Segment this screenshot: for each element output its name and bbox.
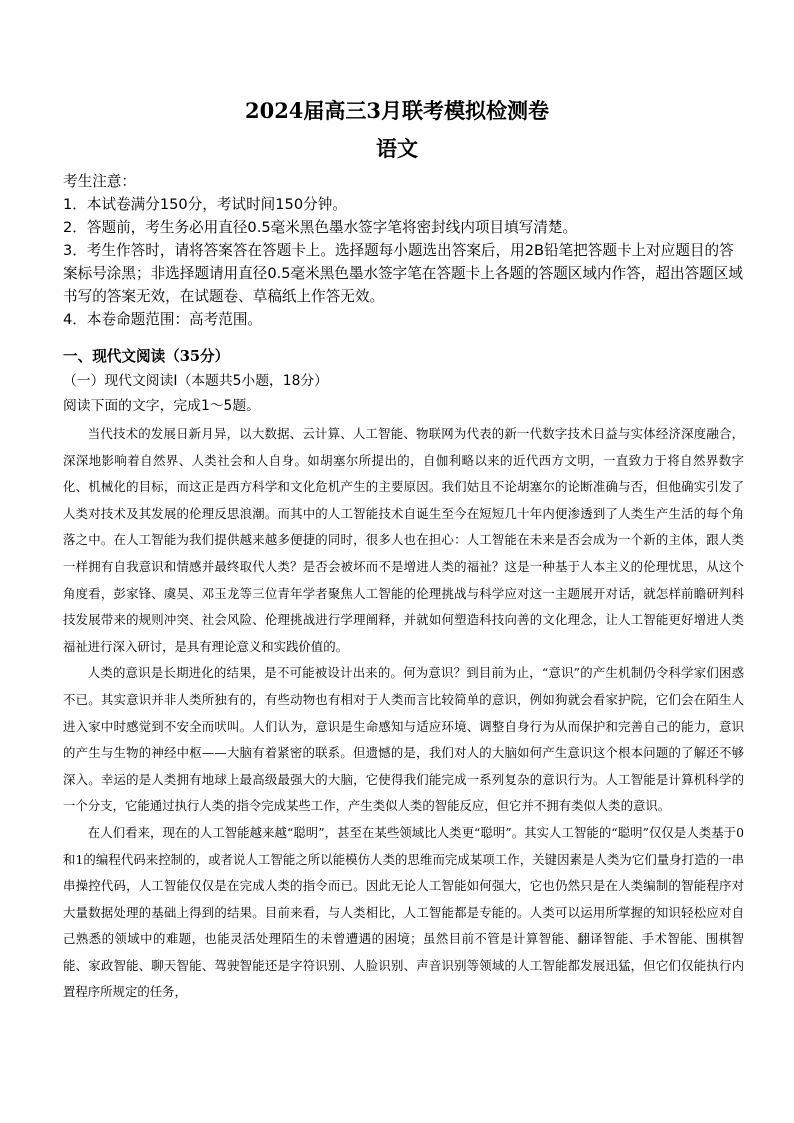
notes-item: 2．答题前，考生务必用直径0.5毫米黑色墨水签字笔将密封线内项目填写清楚。 [63,219,578,236]
section-heading: 一、现代文阅读（35分） [63,348,230,365]
notes-item: 3．考生作答时，请将答案答在答题卡上。选择题每小题选出答案后，用2B铅笔把答题卡上对应题目的答案标号涂黑；非选择题请用直径0.5毫米黑色墨水签字笔在答题卡上各题的答题区域内作答，超出答题区域书写的答案无效，在试题卷、草稿纸上作答无效。 [63,242,743,305]
subsection-heading: （一）现代文阅读Ⅰ（本题共5小题，18分） [63,373,328,389]
passage-paragraph: 人类的意识是长期进化的结果，是不可能被设计出来的。何为意识？到目前为止，“意识”的产生机制仍令科学家们困惑不已。其实意识并非人类所独有的，有些动物也有相对于人类而言比较简单的意识，例如狗就会看家护院，它们会在陌生人进入家中时感觉到不安全而吠叫。人们认为，意识是生命感知与适应环境、调整自身行为从而保护和完善自己的能力，意识的产生与生物的神经中枢——大脑有着紧密的联系。但遗憾的是，我们对人的大脑如何产生意识这个根本问题的了解还不够深入。幸运的是人类拥有地球上最高级最强大的大脑，它使得我们能完成一系列复杂的意识行为。人工智能是计算机科学的一个分支，它能通过执行人类的指令完成某些工作，产生类似人类的智能反应，但它并不拥有类似人类的意识。 [63,665,744,814]
notes-item: 1．本试卷满分150分，考试时间150分钟。 [63,196,347,213]
candidate-notes [63,170,743,331]
notes-heading: 考生注意： [63,173,136,190]
reading-instruction: 阅读下面的文字，完成1～5题。 [63,398,260,414]
exam-title: 2024届高三3月联考模拟检测卷 [244,98,550,123]
passage-paragraph: 在人们看来，现在的人工智能越来越“聪明”，甚至在某些领域比人类更“聪明”。其实人工智能的“聪明”仅仅是人类基于0和1的编程代码来控制的，或者说人工智能之所以能模仿人类的思维而完成某项工作，关键因素是人类为它们量身打造的一串串操控代码，人工智能仅仅是在完成人类的指令而已。因此无论人工智能如何强大，它也仍然只是在人类编制的智能程序对大量数据处理的基础上得到的结果。目前来看，与人类相比，人工智能都是专能的。人类可以运用所掌握的知识轻松应对自己熟悉的领域中的难题，也能灵活处理陌生的未曾遭遇的困境；虽然目前不管是计算智能、翻译智能、手术智能、围棋智能、家政智能、聊天智能、驾驶智能还是字符识别、人脸识别、声音识别等领域的人工智能都发展迅猛，但它们仅能执行内置程序所规定的任务， [63,824,744,1000]
passage-paragraph: 当代技术的发展日新月异，以大数据、云计算、人工智能、物联网为代表的新一代数字技术日益与实体经济深度融合，深深地影响着自然界、人类社会和人自身。如胡塞尔所提出的，自伽利略以来的近代西方文明，一直致力于将自然界数字化、机械化的目标，而这正是西方科学和文化危机产生的主要原因。我们姑且不论胡塞尔的论断准确与否，但他确实引发了人类对技术及其发展的伦理反思浪潮。而其中的人工智能技术自诞生至今在短短几十年内便渗透到了人类生产生活的每个角落之中。在人工智能为我们提供越来越多便捷的同时，很多人也在担心：人工智能在未来是否会成为一个新的主体，跟人类一样拥有自我意识和情感并最终取代人类？是否会被坏而不是增进人类的福祉？这是一种基于人本主义的伦理忧思，从这个角度看，彭家锋、虞昊、邓玉龙等三位青年学者聚焦人工智能的伦理挑战与科学应对这一主题展开对话，就怎样前瞻研判科技发展带来的规则冲突、社会风险、伦理挑战进行学理阐释，并就如何塑造科技向善的文化理念，让人工智能更好增进人类福祉进行深入研讨，是具有理论意义和实践价值的。 [63,426,744,654]
reading-passage [63,421,744,1006]
notes-item: 4．本卷命题范围：高考范围。 [63,311,263,328]
exam-subject: 语文 [376,136,418,161]
